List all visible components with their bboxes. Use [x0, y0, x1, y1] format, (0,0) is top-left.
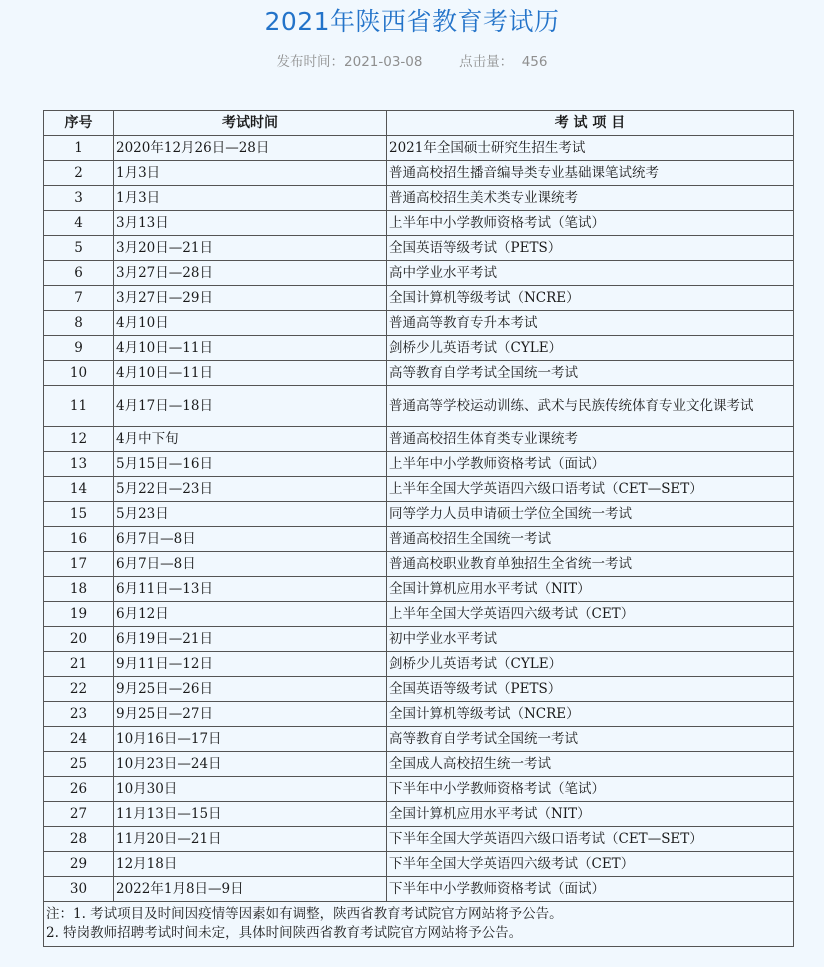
row-exam-item: 2021年全国硕士研究生招生考试	[387, 136, 794, 161]
row-index: 8	[44, 311, 114, 336]
row-exam-time: 3月27日—29日	[114, 286, 387, 311]
table-row	[44, 427, 794, 452]
row-exam-item: 全国计算机等级考试（NCRE）	[387, 286, 794, 311]
row-index: 1	[44, 136, 114, 161]
row-exam-time: 3月27日—28日	[114, 261, 387, 286]
row-exam-item: 下半年中小学教师资格考试（笔试）	[387, 777, 794, 802]
row-index: 28	[44, 827, 114, 852]
row-index: 30	[44, 877, 114, 902]
row-exam-item: 上半年中小学教师资格考试（面试）	[387, 452, 794, 477]
row-exam-time: 6月7日—8日	[114, 552, 387, 577]
row-exam-time: 6月7日—8日	[114, 527, 387, 552]
table-row	[44, 452, 794, 477]
table-row	[44, 186, 794, 211]
row-index: 17	[44, 552, 114, 577]
header-index: 序号	[44, 111, 114, 136]
notes-row	[44, 902, 794, 947]
table-row	[44, 577, 794, 602]
row-index: 10	[44, 361, 114, 386]
header-exam-time: 考试时间	[114, 111, 387, 136]
row-exam-item: 全国计算机等级考试（NCRE）	[387, 702, 794, 727]
table-row	[44, 236, 794, 261]
row-exam-time: 11月13日—15日	[114, 802, 387, 827]
row-exam-time: 4月10日	[114, 311, 387, 336]
row-exam-item: 剑桥少儿英语考试（CYLE）	[387, 652, 794, 677]
exam-calendar-table	[43, 110, 794, 947]
table-row	[44, 852, 794, 877]
page-title: 2021年陕西省教育考试历	[264, 7, 560, 36]
row-exam-item: 全国英语等级考试（PETS）	[387, 677, 794, 702]
row-exam-time: 6月12日	[114, 602, 387, 627]
row-exam-time: 9月11日—12日	[114, 652, 387, 677]
table-row	[44, 161, 794, 186]
row-index: 22	[44, 677, 114, 702]
row-exam-item: 下半年全国大学英语四六级口语考试（CET—SET）	[387, 827, 794, 852]
row-exam-item: 普通高校职业教育单独招生全省统一考试	[387, 552, 794, 577]
row-exam-time: 12月18日	[114, 852, 387, 877]
row-exam-item: 全国计算机应用水平考试（NIT）	[387, 802, 794, 827]
row-exam-time: 4月10日—11日	[114, 361, 387, 386]
row-index: 9	[44, 336, 114, 361]
table-row	[44, 336, 794, 361]
table-header-row	[44, 111, 794, 136]
note-line: 注：1. 考试项目及时间因疫情等因素如有调整，陕西省教育考试院官方网站将予公告。	[46, 906, 563, 922]
row-exam-item: 普通高等学校运动训练、武术与民族传统体育专业文化课考试	[387, 386, 794, 427]
row-exam-time: 10月23日—24日	[114, 752, 387, 777]
publish-label: 发布时间：	[276, 54, 345, 70]
table-row	[44, 136, 794, 161]
table-row	[44, 677, 794, 702]
row-index: 13	[44, 452, 114, 477]
row-index: 16	[44, 527, 114, 552]
row-index: 25	[44, 752, 114, 777]
row-index: 24	[44, 727, 114, 752]
row-exam-time: 6月11日—13日	[114, 577, 387, 602]
row-exam-item: 高等教育自学考试全国统一考试	[387, 361, 794, 386]
table-row	[44, 386, 794, 427]
row-exam-time: 10月30日	[114, 777, 387, 802]
table-row	[44, 527, 794, 552]
row-index: 5	[44, 236, 114, 261]
row-index: 2	[44, 161, 114, 186]
row-exam-time: 11月20日—21日	[114, 827, 387, 852]
row-exam-time: 4月中下旬	[114, 427, 387, 452]
row-index: 6	[44, 261, 114, 286]
row-exam-time: 3月20日—21日	[114, 236, 387, 261]
row-index: 4	[44, 211, 114, 236]
click-count: 456	[521, 54, 548, 70]
row-exam-item: 全国成人高校招生统一考试	[387, 752, 794, 777]
row-exam-item: 普通高校招生体育类专业课统考	[387, 427, 794, 452]
table-row	[44, 627, 794, 652]
notes-cell	[44, 902, 794, 947]
row-index: 29	[44, 852, 114, 877]
header-exam-item: 考 试 项 目	[387, 111, 794, 136]
article-meta	[0, 50, 824, 70]
row-exam-time: 3月13日	[114, 211, 387, 236]
row-exam-time: 1月3日	[114, 161, 387, 186]
table-row	[44, 777, 794, 802]
row-index: 21	[44, 652, 114, 677]
row-exam-time: 2022年1月8日—9日	[114, 877, 387, 902]
row-exam-item: 初中学业水平考试	[387, 627, 794, 652]
row-exam-item: 普通高校招生播音编导类专业基础课笔试统考	[387, 161, 794, 186]
row-index: 23	[44, 702, 114, 727]
table-row	[44, 802, 794, 827]
table-row	[44, 477, 794, 502]
row-exam-time: 4月10日—11日	[114, 336, 387, 361]
row-exam-item: 普通高校招生美术类专业课统考	[387, 186, 794, 211]
table-row	[44, 877, 794, 902]
click-count-label: 点击量：	[459, 54, 514, 70]
table-row	[44, 602, 794, 627]
row-index: 19	[44, 602, 114, 627]
row-exam-item: 上半年全国大学英语四六级考试（CET）	[387, 602, 794, 627]
row-exam-item: 普通高校招生全国统一考试	[387, 527, 794, 552]
row-exam-time: 6月19日—21日	[114, 627, 387, 652]
table-row	[44, 752, 794, 777]
row-exam-time: 9月25日—26日	[114, 677, 387, 702]
row-exam-item: 全国英语等级考试（PETS）	[387, 236, 794, 261]
row-exam-time: 2020年12月26日—28日	[114, 136, 387, 161]
row-index: 15	[44, 502, 114, 527]
table-row	[44, 502, 794, 527]
row-index: 7	[44, 286, 114, 311]
row-exam-item: 同等学力人员申请硕士学位全国统一考试	[387, 502, 794, 527]
row-exam-item: 剑桥少儿英语考试（CYLE）	[387, 336, 794, 361]
table-row	[44, 827, 794, 852]
row-index: 14	[44, 477, 114, 502]
row-exam-item: 普通高等教育专升本考试	[387, 311, 794, 336]
table-row	[44, 211, 794, 236]
table-row	[44, 552, 794, 577]
row-exam-item: 高中学业水平考试	[387, 261, 794, 286]
row-exam-time: 5月15日—16日	[114, 452, 387, 477]
row-exam-time: 1月3日	[114, 186, 387, 211]
row-exam-time: 4月17日—18日	[114, 386, 387, 427]
row-exam-item: 下半年中小学教师资格考试（面试）	[387, 877, 794, 902]
row-exam-time: 5月22日—23日	[114, 477, 387, 502]
row-exam-item: 高等教育自学考试全国统一考试	[387, 727, 794, 752]
row-exam-time: 5月23日	[114, 502, 387, 527]
row-index: 3	[44, 186, 114, 211]
publish-date: 2021-03-08	[344, 54, 423, 70]
table-row	[44, 727, 794, 752]
table-row	[44, 261, 794, 286]
row-index: 26	[44, 777, 114, 802]
row-exam-time: 9月25日—27日	[114, 702, 387, 727]
row-exam-item: 上半年全国大学英语四六级口语考试（CET—SET）	[387, 477, 794, 502]
row-index: 11	[44, 386, 114, 427]
row-exam-item: 上半年中小学教师资格考试（笔试）	[387, 211, 794, 236]
table-row	[44, 311, 794, 336]
row-index: 20	[44, 627, 114, 652]
row-index: 18	[44, 577, 114, 602]
table-row	[44, 702, 794, 727]
row-exam-item: 下半年全国大学英语四六级考试（CET）	[387, 852, 794, 877]
table-row	[44, 361, 794, 386]
row-index: 27	[44, 802, 114, 827]
note-line: 2. 特岗教师招聘考试时间未定，具体时间陕西省教育考试院官方网站将予公告。	[46, 925, 523, 941]
row-exam-time: 10月16日—17日	[114, 727, 387, 752]
row-exam-item: 全国计算机应用水平考试（NIT）	[387, 577, 794, 602]
row-index: 12	[44, 427, 114, 452]
table-row	[44, 652, 794, 677]
table-row	[44, 286, 794, 311]
